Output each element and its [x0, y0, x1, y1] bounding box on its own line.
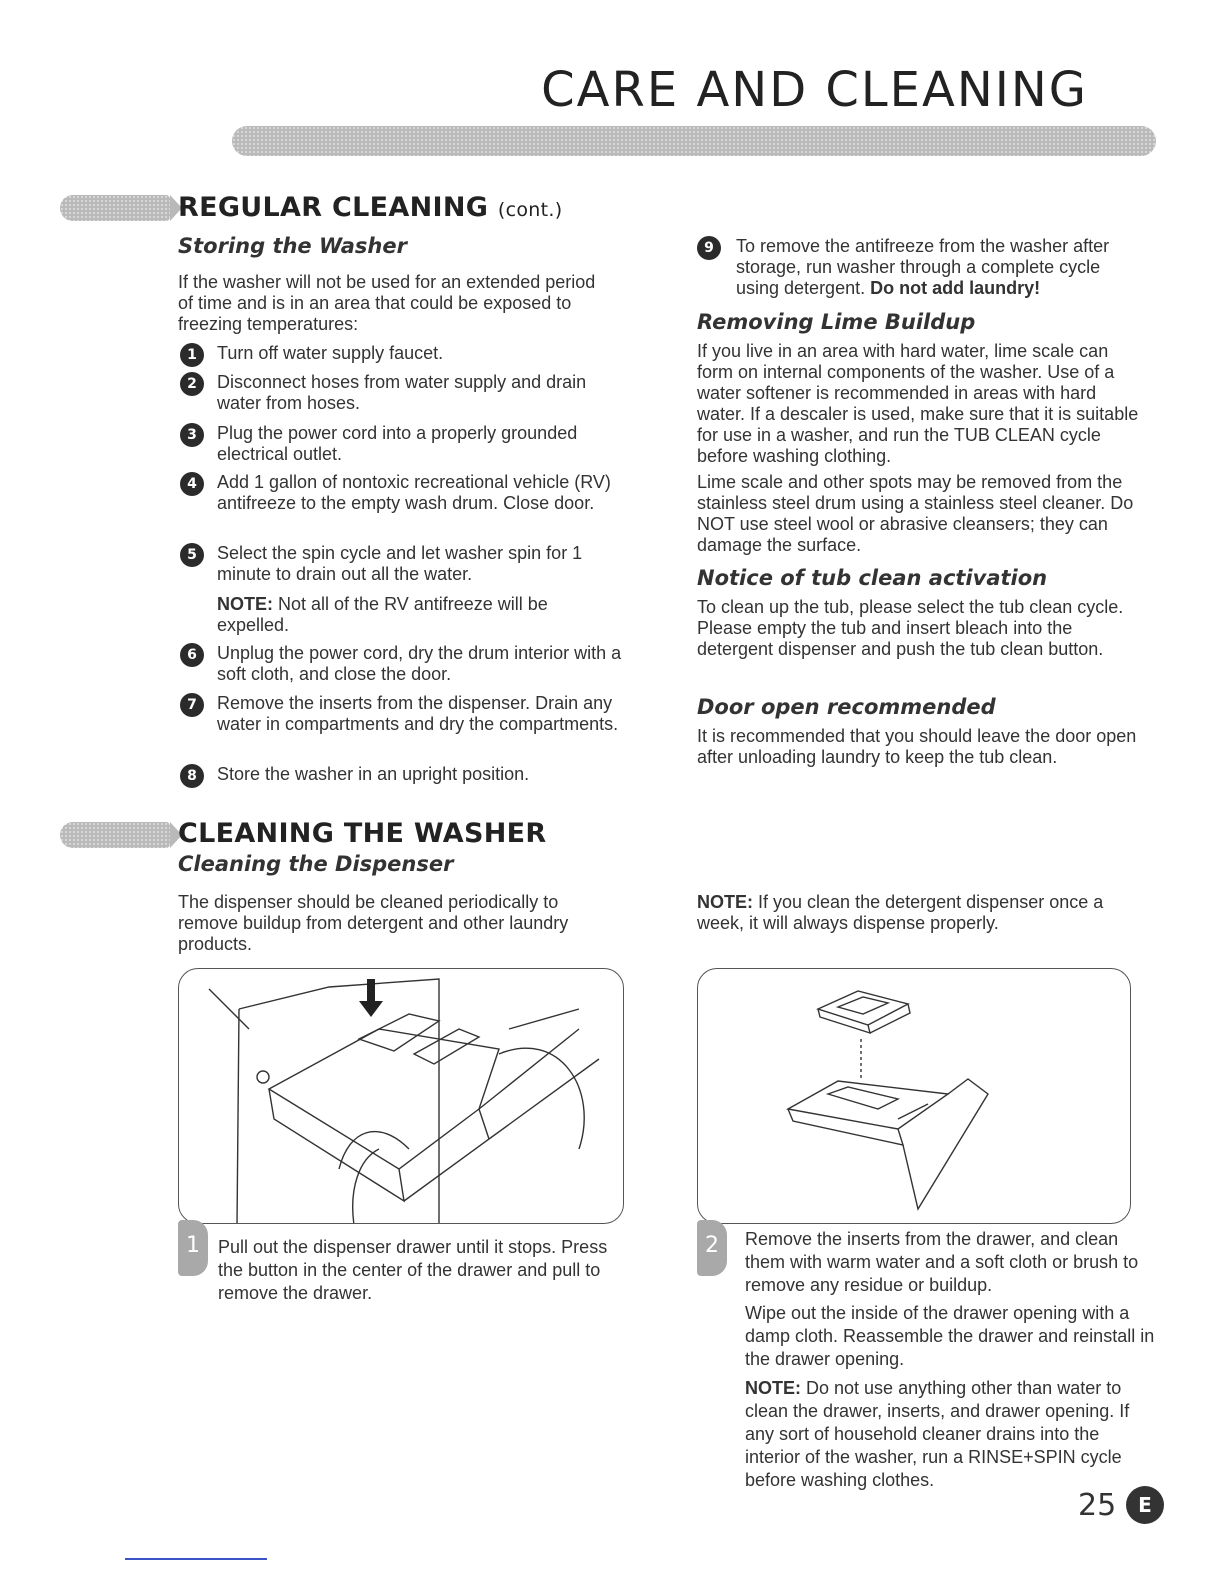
figure-remove-inserts: [697, 968, 1131, 1224]
note-text: Not all of the RV antifreeze will be expelled.: [217, 594, 548, 635]
section-marker: [60, 195, 170, 221]
storing-intro: If the washer will not be used for an extended period of time and is in an area that could be exposed to freezing temperatures:: [178, 272, 596, 334]
note-text: If you clean the detergent dispenser once a week, it will always dispense properly.: [697, 892, 1104, 933]
dispenser-intro: The dispenser should be cleaned periodically to remove buildup from detergent and other laundry products.: [178, 892, 569, 954]
figure2-note: [745, 1377, 1155, 1492]
step9-warning: Do not add laundry!: [870, 278, 1041, 298]
step-text: Unplug the power cord, dry the drum interior with a soft cloth, and close the door.: [217, 643, 622, 684]
figure1-caption: Pull out the dispenser drawer until it stops. Press the button in the center of the drawer and pull to remove the drawer.: [218, 1237, 608, 1303]
heading-suffix: (cont.): [497, 199, 563, 221]
drawer-inserts-illustration: [698, 969, 1131, 1224]
storing-note: [217, 594, 597, 636]
washer-drawer-illustration: [179, 969, 624, 1224]
heading-text: REGULAR CLEANING: [178, 192, 489, 223]
lime-paragraph-1: If you live in an area with hard water, lime scale can form on internal components of the washer. Use of a water softener is recommended in areas with hard water. If a descaler is used, make sure that it is suitable for use in a washer, and run the TUB CLEAN cycle before washing clothing.: [697, 341, 1139, 466]
section-marker: [60, 822, 170, 848]
tubclean-title: Notice of tub clean activation: [697, 566, 1048, 590]
step-text: Add 1 gallon of nontoxic recreational vehicle (RV) antifreeze to the empty wash drum. Close door.: [217, 472, 611, 513]
step-badge: 3: [180, 423, 204, 447]
step-text: Select the spin cycle and let washer spin for 1 minute to drain out all the water.: [217, 543, 583, 584]
step-badge: 4: [180, 472, 204, 496]
note-label: NOTE:: [217, 594, 273, 614]
figure-pull-drawer: [178, 968, 624, 1224]
step-text: Turn off water supply faucet.: [217, 343, 444, 363]
note-text: Do not use anything other than water to clean the drawer, inserts, and drawer opening. If any sort of household cleaner drains into the interior of the washer, run a RINSE+SPIN cycle before washing clothes.: [745, 1378, 1130, 1490]
step-badge: 5: [180, 543, 204, 567]
step-badge: 6: [180, 643, 204, 667]
step-badge: 8: [180, 764, 204, 788]
step-text: Remove the inserts from the dispenser. Drain any water in compartments and dry the compartments.: [217, 693, 619, 734]
step-text: Disconnect hoses from water supply and drain water from hoses.: [217, 372, 587, 413]
lime-paragraph-2: Lime scale and other spots may be removed from the stainless steel drum using a stainless steel cleaner. Do NOT use steel wool or abrasive cleansers; they can damage the surface.: [697, 472, 1134, 555]
note-label: NOTE:: [697, 892, 753, 912]
step-badge: 1: [180, 343, 204, 367]
regular-cleaning-heading: [178, 192, 562, 223]
step9-text: To remove the antifreeze from the washer after storage, run washer through a complete cycle using detergent.: [736, 236, 1110, 298]
dispenser-title: Cleaning the Dispenser: [178, 852, 454, 876]
figure2-caption-1: Remove the inserts from the drawer, and clean them with warm water and a soft cloth or brush to remove any residue or buildup.: [745, 1229, 1139, 1295]
title-bar: [232, 126, 1156, 156]
storing-title: Storing the Washer: [178, 234, 407, 258]
step-badge: 2: [180, 372, 204, 396]
door-text: It is recommended that you should leave the door open after unloading laundry to keep the tub clean.: [697, 726, 1137, 767]
page-number: 25: [1078, 1488, 1117, 1523]
step-text: Store the washer in an upright position.: [217, 764, 530, 784]
step-badge: 7: [180, 693, 204, 717]
cleaning-heading: CLEANING THE WASHER: [178, 818, 547, 849]
dispenser-note: [697, 892, 1147, 934]
figure-number-badge: 2: [697, 1220, 727, 1276]
step-text: Plug the power cord into a properly grounded electrical outlet.: [217, 423, 578, 464]
door-title: Door open recommended: [697, 695, 996, 719]
step-badge: 9: [697, 236, 721, 260]
figure2-caption-2: Wipe out the inside of the drawer opening with a damp cloth. Reassemble the drawer and reinstall in the drawer opening.: [745, 1303, 1155, 1369]
figure-number-badge: 1: [178, 1220, 208, 1276]
note-label: NOTE:: [745, 1378, 801, 1398]
page-title: CARE AND CLEANING: [541, 62, 1088, 118]
lg-logo-icon: E: [1126, 1486, 1164, 1524]
lime-title: Removing Lime Buildup: [697, 310, 976, 334]
bottom-rule: [125, 1558, 267, 1560]
tubclean-text: To clean up the tub, please select the tub clean cycle. Please empty the tub and insert bleach into the detergent dispenser and push the tub clean button.: [697, 597, 1124, 659]
step-text: [736, 236, 1146, 299]
